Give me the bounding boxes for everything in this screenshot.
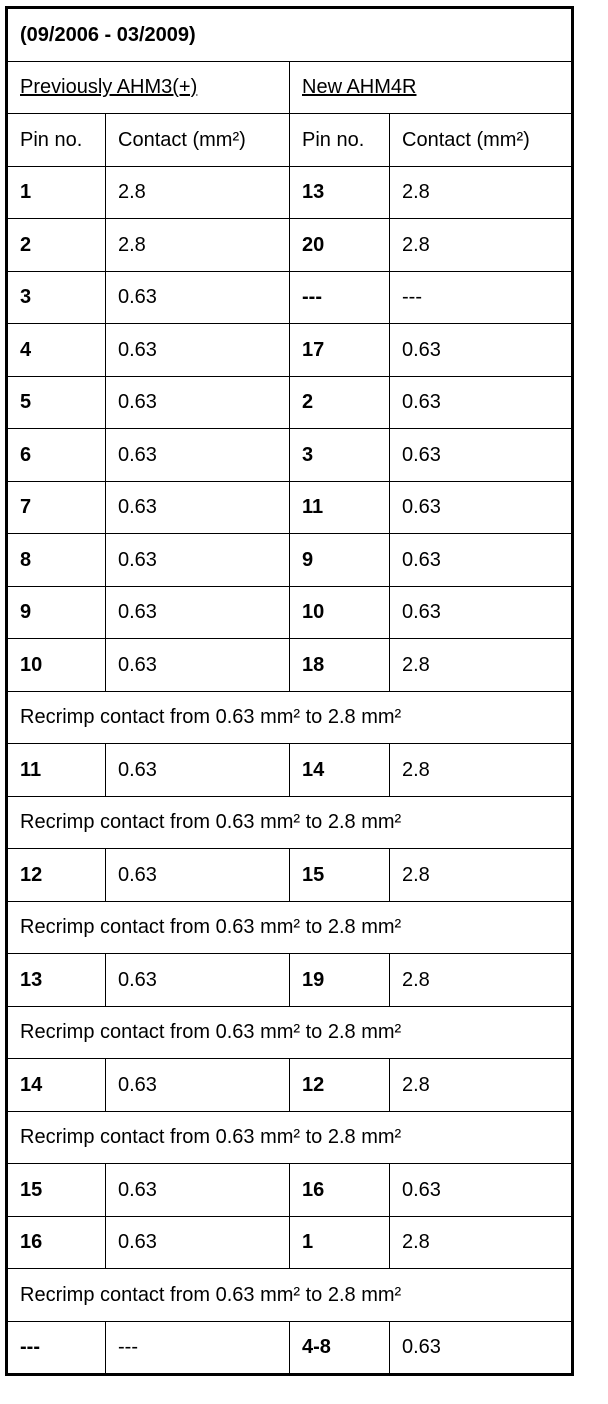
prev-contact-cell: 0.63 xyxy=(106,1216,290,1269)
new-contact-cell: 2.8 xyxy=(390,219,573,272)
recrimp-note-row xyxy=(7,691,573,744)
new-pin-cell: 15 xyxy=(290,849,390,902)
new-pin-cell: 16 xyxy=(290,1164,390,1217)
recrimp-note-row xyxy=(7,901,573,954)
prev-contact-cell: 0.63 xyxy=(106,744,290,797)
recrimp-note-row xyxy=(7,796,573,849)
prev-contact-cell: 0.63 xyxy=(106,849,290,902)
new-contact-cell: 0.63 xyxy=(390,534,573,587)
prev-contact-cell: 0.63 xyxy=(106,1164,290,1217)
table-row xyxy=(7,639,573,692)
column-header-prev-contact: Contact (mm²) xyxy=(106,114,290,167)
new-pin-cell: 19 xyxy=(290,954,390,1007)
new-pin-cell: 1 xyxy=(290,1216,390,1269)
recrimp-note-row xyxy=(7,1111,573,1164)
group-header-row xyxy=(7,61,573,114)
prev-contact-cell: --- xyxy=(106,1321,290,1375)
new-contact-cell: 0.63 xyxy=(390,376,573,429)
new-contact-cell: --- xyxy=(390,271,573,324)
prev-pin-cell: 5 xyxy=(7,376,106,429)
recrimp-note-row xyxy=(7,1269,573,1322)
new-pin-cell: 9 xyxy=(290,534,390,587)
prev-pin-cell: 8 xyxy=(7,534,106,587)
prev-pin-cell: 12 xyxy=(7,849,106,902)
prev-contact-cell: 0.63 xyxy=(106,429,290,482)
recrimp-note: Recrimp contact from 0.63 mm² to 2.8 mm² xyxy=(7,1006,573,1059)
prev-pin-cell: 2 xyxy=(7,219,106,272)
prev-contact-cell: 0.63 xyxy=(106,481,290,534)
recrimp-note: Recrimp contact from 0.63 mm² to 2.8 mm² xyxy=(7,691,573,744)
new-contact-cell: 0.63 xyxy=(390,1164,573,1217)
prev-contact-cell: 2.8 xyxy=(106,219,290,272)
new-pin-cell: 20 xyxy=(290,219,390,272)
new-contact-cell: 2.8 xyxy=(390,639,573,692)
prev-pin-cell: 14 xyxy=(7,1059,106,1112)
new-contact-cell: 0.63 xyxy=(390,324,573,377)
previous-group-header xyxy=(7,61,290,114)
new-pin-cell: 14 xyxy=(290,744,390,797)
table-row xyxy=(7,744,573,797)
prev-contact-cell: 2.8 xyxy=(106,166,290,219)
recrimp-note: Recrimp contact from 0.63 mm² to 2.8 mm² xyxy=(7,1111,573,1164)
prev-contact-cell: 0.63 xyxy=(106,639,290,692)
prev-pin-cell: 4 xyxy=(7,324,106,377)
table-row xyxy=(7,166,573,219)
prev-pin-cell: 11 xyxy=(7,744,106,797)
table-row xyxy=(7,534,573,587)
table-row xyxy=(7,376,573,429)
table-row xyxy=(7,271,573,324)
new-pin-cell: 2 xyxy=(290,376,390,429)
table-row xyxy=(7,219,573,272)
recrimp-note: Recrimp contact from 0.63 mm² to 2.8 mm² xyxy=(7,796,573,849)
new-pin-cell: 13 xyxy=(290,166,390,219)
new-pin-cell: 18 xyxy=(290,639,390,692)
prev-contact-cell: 0.63 xyxy=(106,586,290,639)
new-pin-cell: 3 xyxy=(290,429,390,482)
prev-pin-cell: 6 xyxy=(7,429,106,482)
new-contact-cell: 2.8 xyxy=(390,849,573,902)
title-row xyxy=(7,8,573,62)
date-range-title: (09/2006 - 03/2009) xyxy=(7,8,573,62)
prev-contact-cell: 0.63 xyxy=(106,324,290,377)
new-contact-cell: 0.63 xyxy=(390,1321,573,1375)
recrimp-note: Recrimp contact from 0.63 mm² to 2.8 mm² xyxy=(7,1269,573,1322)
table-row xyxy=(7,324,573,377)
prev-pin-cell: 3 xyxy=(7,271,106,324)
column-header-row xyxy=(7,114,573,167)
recrimp-note-row xyxy=(7,1006,573,1059)
prev-pin-cell: 9 xyxy=(7,586,106,639)
prev-contact-cell: 0.63 xyxy=(106,1059,290,1112)
new-contact-cell: 0.63 xyxy=(390,586,573,639)
pin-assignment-table xyxy=(5,6,574,1376)
new-pin-cell: 4-8 xyxy=(290,1321,390,1375)
table-body xyxy=(7,8,573,1375)
prev-contact-cell: 0.63 xyxy=(106,376,290,429)
table-row xyxy=(7,481,573,534)
new-contact-cell: 2.8 xyxy=(390,954,573,1007)
prev-contact-cell: 0.63 xyxy=(106,271,290,324)
table-row xyxy=(7,1321,573,1375)
table-row xyxy=(7,1164,573,1217)
column-header-new-contact: Contact (mm²) xyxy=(390,114,573,167)
table-row xyxy=(7,1059,573,1112)
new-pin-cell: 17 xyxy=(290,324,390,377)
table-row xyxy=(7,586,573,639)
new-pin-cell: 12 xyxy=(290,1059,390,1112)
new-pin-cell: 10 xyxy=(290,586,390,639)
new-contact-cell: 2.8 xyxy=(390,744,573,797)
prev-contact-cell: 0.63 xyxy=(106,534,290,587)
column-header-prev-pin: Pin no. xyxy=(7,114,106,167)
prev-pin-cell: 16 xyxy=(7,1216,106,1269)
previous-group-label: Previously AHM3(+) xyxy=(20,76,198,99)
new-contact-cell: 2.8 xyxy=(390,1059,573,1112)
table-row xyxy=(7,1216,573,1269)
prev-pin-cell: --- xyxy=(7,1321,106,1375)
prev-contact-cell: 0.63 xyxy=(106,954,290,1007)
recrimp-note: Recrimp contact from 0.63 mm² to 2.8 mm² xyxy=(7,901,573,954)
new-contact-cell: 2.8 xyxy=(390,1216,573,1269)
prev-pin-cell: 13 xyxy=(7,954,106,1007)
new-contact-cell: 2.8 xyxy=(390,166,573,219)
column-header-new-pin: Pin no. xyxy=(290,114,390,167)
prev-pin-cell: 7 xyxy=(7,481,106,534)
new-group-header xyxy=(290,61,573,114)
prev-pin-cell: 15 xyxy=(7,1164,106,1217)
table-row xyxy=(7,954,573,1007)
prev-pin-cell: 1 xyxy=(7,166,106,219)
prev-pin-cell: 10 xyxy=(7,639,106,692)
table-row xyxy=(7,849,573,902)
new-contact-cell: 0.63 xyxy=(390,429,573,482)
new-contact-cell: 0.63 xyxy=(390,481,573,534)
new-pin-cell: --- xyxy=(290,271,390,324)
new-pin-cell: 11 xyxy=(290,481,390,534)
new-group-label: New AHM4R xyxy=(302,76,417,99)
table-row xyxy=(7,429,573,482)
